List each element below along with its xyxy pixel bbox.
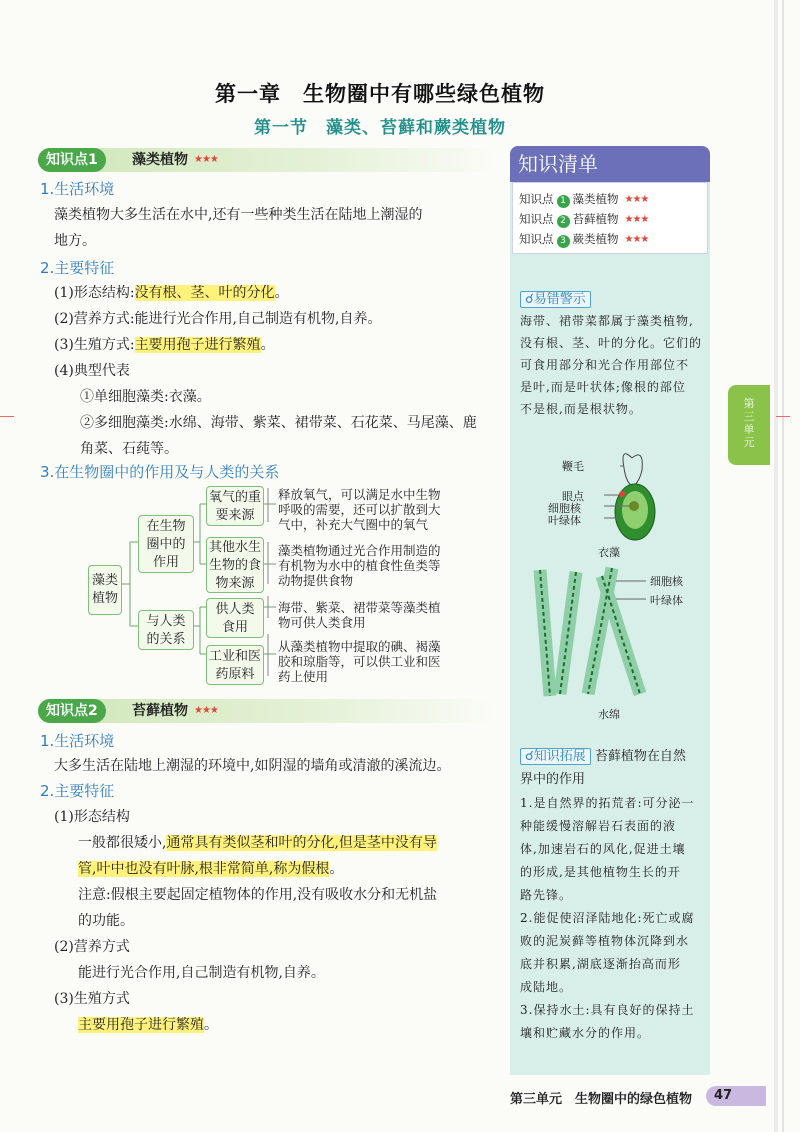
diagram-root-algae: 藻类 植物 bbox=[88, 565, 122, 615]
knowledge-point-1-name: 藻类植物 ★★★ bbox=[132, 152, 218, 168]
page-edge-2 bbox=[782, 0, 784, 1132]
knowledge-point-1-bar bbox=[38, 148, 498, 172]
kp2-structure-line2: 管,叶中也没有叶脉,根非常简单,称为假根。 bbox=[78, 861, 344, 877]
star-rating: ★★★ bbox=[194, 705, 218, 716]
kp2-heading-features: 2.主要特征 bbox=[40, 782, 115, 800]
kp1-heading-features: 2.主要特征 bbox=[40, 259, 115, 277]
label-flagella: 鞭毛 bbox=[562, 460, 584, 473]
diagram-text-industry: 从藻类植物中提取的碘、褐藻 胶和琼脂等，可以供工业和医 药上使用 bbox=[278, 639, 441, 684]
diagram-text-oxygen: 释放氧气，可以满足水中生物 呼吸的需要，还可以扩散到大 气中，补充大气圈中的氧气 bbox=[278, 487, 441, 532]
knowledge-list bbox=[512, 182, 708, 254]
diagram-leaf-food-source: 其他水生 生物的食 物来源 bbox=[206, 537, 264, 593]
kp2-features: (1)形态结构 一般都很矮小,通常具有类似茎和叶的分化,但是茎中没有导 管,叶中也没有叶脉,根非常简单,称为假根。 注意:假根主要起固定植物体的作用,没有吸收水分和无机盐 的功能。 (2)营养方式 能进行光合作用,自己制造有机物,自养。 (3)生殖方式 主要用孢子进行繁殖。 bbox=[54, 804, 504, 1038]
kp1-feature-examples: (4)典型代表 bbox=[54, 363, 130, 379]
spirogyra-caption: 水绵 bbox=[598, 708, 620, 721]
chapter-title: 第一章 生物圈中有哪些绿色植物 bbox=[215, 82, 545, 106]
error-warning-text: 海带、裙带菜都属于藻类植物, 没有根、茎、叶的分化。它们的 可食用部分和光合作用部位不 是叶,而是叶状体;像根的部位 不是根,而是根状物。 bbox=[520, 314, 703, 416]
diagram-leaf-oxygen: 氧气的重 要来源 bbox=[206, 486, 264, 526]
crop-mark-left bbox=[0, 416, 14, 417]
page-edge bbox=[774, 0, 778, 1132]
kp2-structure-line1: 一般都很矮小,通常具有类似茎和叶的分化,但是茎中没有导 bbox=[78, 835, 437, 851]
star-rating: ★★★ bbox=[194, 154, 218, 165]
kp1-feature-structure: (1)形态结构:没有根、茎、叶的分化。 bbox=[54, 285, 289, 301]
page-number: 47 bbox=[706, 1086, 766, 1106]
error-warning-tag: ☌易错警示 bbox=[520, 288, 591, 309]
knowledge-extension-header: ☌知识拓展 苔藓植物在自然 bbox=[520, 745, 686, 766]
chlamydomonas-caption: 衣藻 bbox=[598, 546, 620, 559]
section-title: 第一节 藻类、苔藓和蕨类植物 bbox=[254, 118, 506, 138]
label-spirogyra-nucleus: 细胞核 bbox=[650, 575, 683, 588]
unit-side-tab: 第三单元 bbox=[728, 385, 770, 465]
footer-unit-title: 第三单元 生物圈中的绿色植物 bbox=[510, 1092, 693, 1107]
kp1-environment-text: 藻类植物大多生活在水中,还有一些种类生活在陆地上潮湿的 地方。 bbox=[54, 207, 423, 249]
knowledge-list-item-2: 知识点 2 苔藓植物 ★★★ bbox=[519, 212, 649, 226]
knowledge-point-2-tag: 知识点2 bbox=[38, 699, 106, 723]
knowledge-list-item-1: 知识点 1 藻类植物 ★★★ bbox=[519, 192, 649, 206]
kp1-heading-role: 3.在生物圈中的作用及与人类的关系 bbox=[40, 463, 280, 481]
diagram-leaf-human-food: 供人类 食用 bbox=[206, 598, 264, 638]
extension-tag: ☌知识拓展 bbox=[520, 748, 591, 765]
kp1-feature-nutrition: (2)营养方式:能进行光合作用,自己制造有机物,自养。 bbox=[54, 311, 382, 327]
kp2-heading-environment: 1.生活环境 bbox=[40, 732, 115, 750]
knowledge-point-2-name: 苔藓植物 ★★★ bbox=[132, 703, 218, 719]
search-icon: ☌ bbox=[525, 292, 534, 307]
diagram-branch-human: 与人类 的关系 bbox=[138, 610, 194, 650]
kp1-heading-environment: 1.生活环境 bbox=[40, 180, 115, 198]
diagram-text-human-food: 海带、紫菜、裙带菜等藻类植 物可供人类食用 bbox=[278, 600, 441, 630]
knowledge-point-1-tag: 知识点1 bbox=[38, 148, 106, 172]
knowledge-extension-text: 1.是自然界的拓荒者:可分泌一 种能缓慢溶解岩石表面的液 体,加速岩石的风化,促进土壤 的形成,是其他植物生长的开 路先锋。 2.能促使沼泽陆地化:死亡或腐 败的泥炭藓等植物体沉降到水 底并积累,湖底逐渐抬高而形 成陆地。 3.保持水土:具有良好的保持土 壤和贮藏水分的作用。 bbox=[520, 796, 695, 1040]
knowledge-list-title: 知识清单 bbox=[510, 146, 710, 182]
knowledge-list-item-3: 知识点 3 蕨类植物 ★★★ bbox=[519, 232, 649, 246]
kp1-feature-reproduction: (3)生殖方式:主要用孢子进行繁殖。 bbox=[54, 337, 275, 353]
knowledge-point-2-bar bbox=[38, 699, 498, 723]
kp2-environment-text: 大多生活在陆地上潮湿的环境中,如阴湿的墙角或清澈的溪流边。 bbox=[54, 758, 451, 774]
crop-mark-right bbox=[776, 416, 790, 417]
label-nucleus: 细胞核 bbox=[548, 502, 581, 515]
label-chloroplast: 叶绿体 bbox=[548, 514, 581, 527]
search-icon: ☌ bbox=[525, 749, 534, 764]
kp1-features: (1)形态结构:没有根、茎、叶的分化。 (2)营养方式:能进行光合作用,自己制造有机物,自养。 (3)生殖方式:主要用孢子进行繁殖。 (4)典型代表 ①单细胞藻类:衣藻。 ②多细胞藻类:水绵、海带、紫菜、裙带菜、石花菜、马尾藻、鹿 角菜、石莼等。 bbox=[54, 280, 504, 462]
diagram-branch-role: 在生物 圈中的 作用 bbox=[138, 515, 194, 573]
knowledge-extension-title-2: 界中的作用 bbox=[520, 772, 586, 787]
diagram-leaf-industry: 工业和医 药原料 bbox=[206, 645, 264, 685]
label-eyespot: 眼点 bbox=[562, 490, 584, 503]
diagram-text-food: 藻类植物通过光合作用制造的 有机物为水中的植食性鱼类等 动物提供食物 bbox=[278, 543, 441, 588]
label-spirogyra-chloroplast: 叶绿体 bbox=[650, 594, 683, 607]
